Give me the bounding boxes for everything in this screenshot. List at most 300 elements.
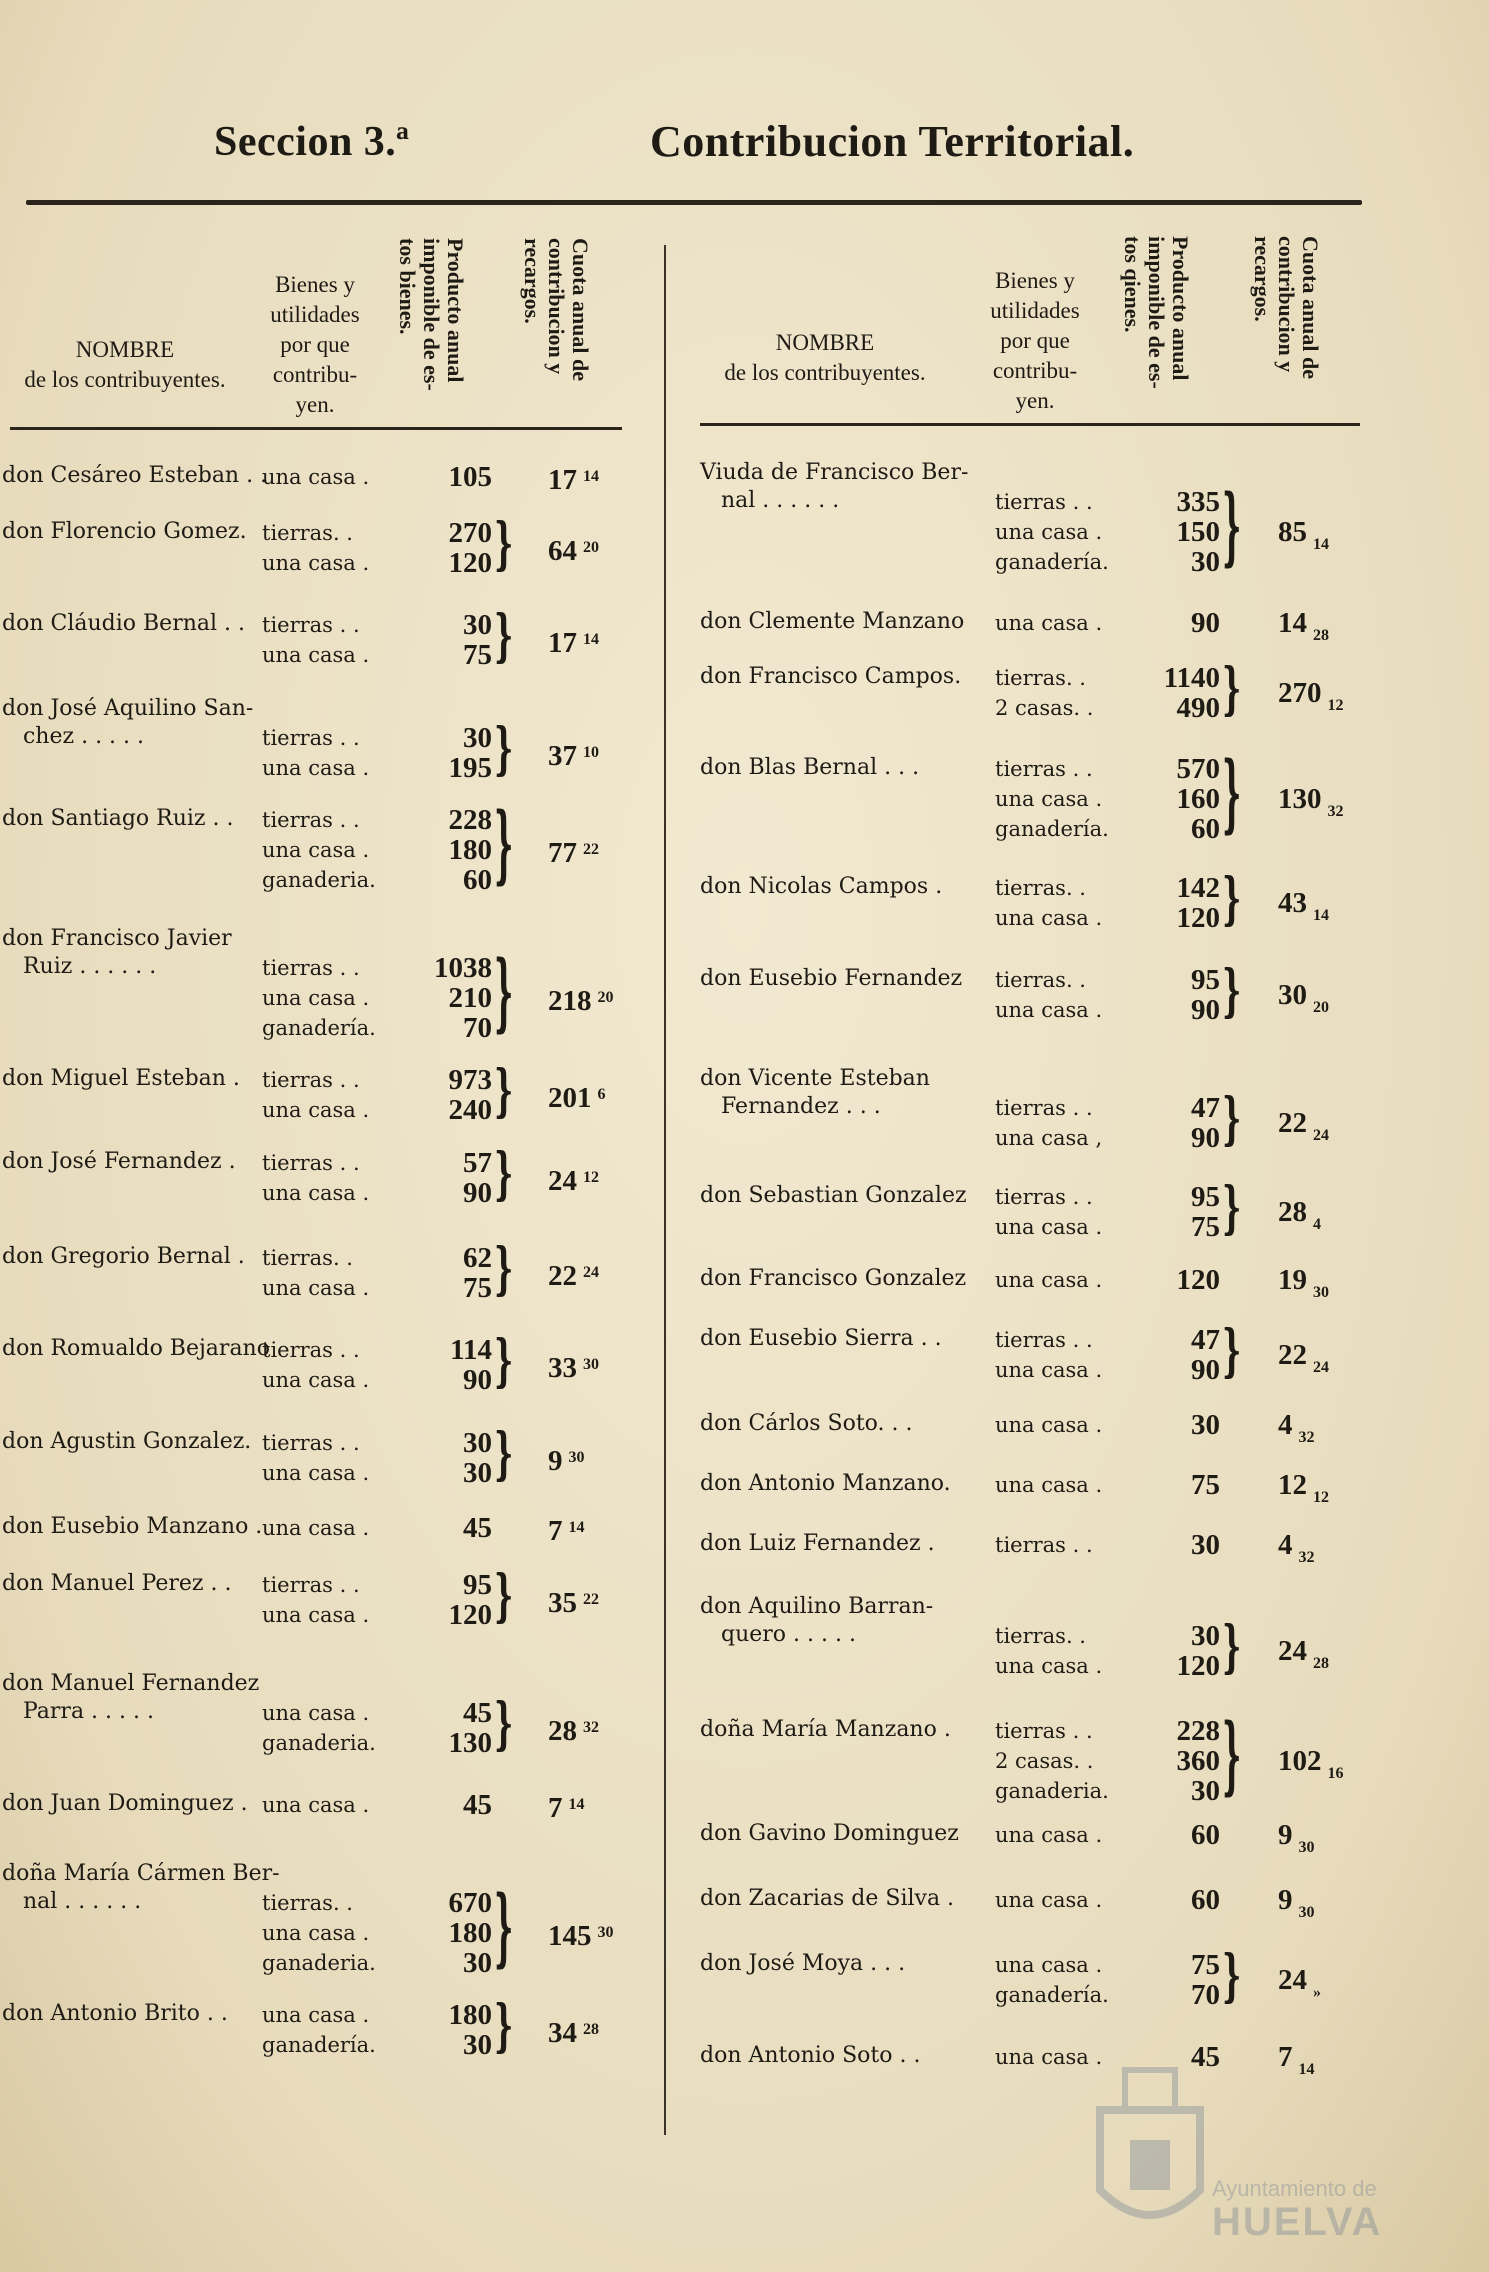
cuota-reales: 4 xyxy=(1278,1529,1293,1561)
cuota-value xyxy=(548,2015,599,2048)
producto-value: 120 xyxy=(1176,1264,1220,1296)
contributor-name: don Romualdo Bejarano xyxy=(2,1336,270,1361)
bienes-item: una casa . xyxy=(262,1921,370,1945)
bienes-list xyxy=(995,1950,1109,2010)
bienes-item: tierras . . xyxy=(262,1431,360,1455)
bienes-item: ganadería. xyxy=(995,817,1109,841)
producto-value: 570 xyxy=(1176,753,1220,785)
producto-value: 30 xyxy=(463,609,492,641)
producto-value: 360 xyxy=(1176,1745,1220,1777)
cuota-reales: 85 xyxy=(1278,516,1307,548)
cuota-cents: 30 xyxy=(597,1924,614,1941)
cuota-value xyxy=(548,1513,585,1546)
brace-icon: } xyxy=(494,717,514,783)
header-nombre-line1: NOMBRE xyxy=(775,330,875,355)
cuota-value xyxy=(1278,784,1344,827)
producto-values xyxy=(1130,1265,1220,1295)
contributor-name: don Miguel Esteban . xyxy=(2,1066,240,1091)
cuota-cents: 30 xyxy=(1313,1284,1329,1301)
bienes-item: tierras . . xyxy=(262,726,360,750)
bienes-item: una casa . xyxy=(995,998,1103,1022)
cuota-reales: 28 xyxy=(548,1715,577,1747)
cuota-value xyxy=(1278,1470,1329,1513)
producto-values xyxy=(400,1428,492,1488)
contributor-name: don Juan Dominguez . xyxy=(2,1791,248,1816)
producto-value: 228 xyxy=(448,804,492,836)
cuota-reales: 17 xyxy=(548,627,577,659)
cuota-value xyxy=(548,533,599,566)
producto-value: 142 xyxy=(1176,872,1220,904)
producto-values xyxy=(1130,1410,1220,1440)
bienes-list xyxy=(995,487,1109,577)
cuota-reales: 102 xyxy=(1278,1745,1322,1777)
bienes-list xyxy=(262,2000,376,2060)
bienes-item: tierras . . xyxy=(995,1719,1093,1743)
bienes-item: ganaderia. xyxy=(995,1779,1109,1803)
producto-value: 47 xyxy=(1191,1092,1220,1124)
producto-value: 30 xyxy=(463,1457,492,1489)
bienes-item: una casa . xyxy=(995,787,1103,811)
producto-values xyxy=(1130,1325,1220,1385)
producto-values xyxy=(400,1243,492,1303)
producto-value: 30 xyxy=(1191,1775,1220,1807)
producto-values xyxy=(1130,965,1220,1025)
cuota-value xyxy=(548,738,599,771)
bienes-item: tierras . . xyxy=(995,1533,1093,1557)
producto-values xyxy=(1130,1885,1220,1915)
producto-value: 75 xyxy=(1191,1469,1220,1501)
cuota-cents: 10 xyxy=(583,744,599,761)
cuota-value xyxy=(1278,888,1329,931)
producto-values xyxy=(1130,663,1220,723)
brace-icon: } xyxy=(494,1237,514,1303)
bienes-list xyxy=(995,663,1093,723)
contributor-name: don Luiz Fernandez . xyxy=(700,1531,935,1556)
bienes-list xyxy=(995,1885,1102,1915)
producto-values xyxy=(1130,1716,1220,1806)
producto-value: 1038 xyxy=(434,952,492,984)
bienes-list xyxy=(262,805,376,895)
cuota-reales: 9 xyxy=(1278,1819,1293,1851)
producto-values xyxy=(400,1790,492,1820)
producto-value: 150 xyxy=(1176,516,1220,548)
producto-values xyxy=(1130,608,1220,638)
cuota-reales: 43 xyxy=(1278,887,1307,919)
bienes-item: tierras . . xyxy=(262,1573,360,1597)
bienes-item: ganaderia. xyxy=(262,1731,376,1755)
bienes-item: tierras . . xyxy=(262,808,360,832)
bienes-item: una casa . xyxy=(262,1181,370,1205)
producto-value: 95 xyxy=(463,1569,492,1601)
producto-value: 47 xyxy=(1191,1324,1220,1356)
cuota-reales: 145 xyxy=(548,1920,592,1952)
producto-value: 90 xyxy=(1191,994,1220,1026)
header-bienes xyxy=(250,270,380,420)
cuota-value xyxy=(1278,1530,1315,1573)
producto-value: 120 xyxy=(1176,1650,1220,1682)
bienes-item: una casa . xyxy=(262,1603,370,1627)
cuota-value xyxy=(1278,1410,1315,1453)
cuota-cents: 12 xyxy=(1327,697,1344,714)
producto-value: 335 xyxy=(1176,486,1220,518)
bienes-list xyxy=(262,953,376,1043)
producto-value: 30 xyxy=(463,1947,492,1979)
bienes-item: tierras. . xyxy=(995,666,1086,690)
bienes-item: una casa . xyxy=(995,2045,1103,2069)
cuota-cents: 28 xyxy=(1313,627,1329,644)
brace-icon: } xyxy=(494,1059,514,1125)
producto-values xyxy=(1130,1621,1220,1681)
header-nombre-line2: de los contribuyentes. xyxy=(24,367,226,392)
bienes-list xyxy=(995,608,1102,638)
producto-value: 160 xyxy=(1176,783,1220,815)
cuota-value xyxy=(548,625,599,658)
bienes-list xyxy=(995,965,1102,1025)
producto-value: 30 xyxy=(1191,1409,1220,1441)
cuota-value xyxy=(548,1790,585,1823)
bienes-list xyxy=(995,873,1102,933)
contributor-name: don Eusebio Manzano . xyxy=(2,1514,263,1539)
cuota-reales: 64 xyxy=(548,535,577,567)
producto-values xyxy=(400,462,492,492)
contributor-name: don Zacarias de Silva . xyxy=(700,1886,955,1911)
bienes-item: una casa . xyxy=(995,906,1103,930)
cuota-reales: 34 xyxy=(548,2017,577,2049)
bienes-item: ganaderia. xyxy=(262,1951,376,1975)
brace-icon: } xyxy=(1222,1087,1242,1153)
bienes-item: tierras . . xyxy=(995,1328,1093,1352)
brace-icon: } xyxy=(1222,1615,1242,1681)
cuota-cents: 32 xyxy=(1298,1429,1315,1446)
bienes-list xyxy=(262,1888,376,1978)
contributor-name: don Cárlos Soto. . . xyxy=(700,1411,913,1436)
contributor-name: doña María Manzano . xyxy=(700,1717,951,1742)
producto-value: 180 xyxy=(448,834,492,866)
cuota-reales: 24 xyxy=(548,1165,577,1197)
bienes-item: tierras . . xyxy=(262,1338,360,1362)
cuota-value xyxy=(548,1585,599,1618)
contributor-name: don Eusebio Fernandez xyxy=(700,966,963,991)
producto-values xyxy=(1130,1093,1220,1153)
left-table xyxy=(0,230,640,2130)
contributor-name: doña María Cármen Ber- nal . . . . . . xyxy=(2,1861,280,1914)
bienes-item: una casa . xyxy=(995,611,1103,635)
bienes-list xyxy=(262,1698,376,1758)
bienes-list xyxy=(995,1820,1102,1850)
bienes-item: ganadería. xyxy=(995,550,1109,574)
contributor-name: don Vicente Esteban Fernandez . . . xyxy=(700,1066,930,1119)
cuota-cents: 20 xyxy=(597,989,614,1006)
producto-value: 120 xyxy=(448,1599,492,1631)
bienes-list xyxy=(995,1530,1093,1560)
cuota-cents: 32 xyxy=(1298,1549,1315,1566)
cuota-reales: 9 xyxy=(1278,1884,1293,1916)
left-table-header xyxy=(0,230,640,430)
producto-value: 75 xyxy=(1191,1949,1220,1981)
bienes-list xyxy=(262,723,369,783)
cuota-value xyxy=(1278,608,1329,651)
producto-value: 75 xyxy=(1191,1211,1220,1243)
cuota-cents: 6 xyxy=(597,1086,606,1103)
bienes-list xyxy=(995,1716,1109,1806)
producto-value: 75 xyxy=(463,639,492,671)
producto-value: 973 xyxy=(448,1064,492,1096)
header-producto: Producto anual imponible de es- tos qienes. xyxy=(1120,236,1193,389)
producto-value: 45 xyxy=(463,1789,492,1821)
producto-value: 670 xyxy=(448,1887,492,1919)
brace-icon: } xyxy=(494,1692,514,1758)
bienes-item: tierras . . xyxy=(995,1096,1093,1120)
cuota-cents: 24 xyxy=(1313,1359,1329,1376)
producto-value: 75 xyxy=(463,1272,492,1304)
cuota-cents: 20 xyxy=(583,539,599,556)
page-title: Contribucion Territorial. xyxy=(650,117,1135,166)
bienes-item: una casa . xyxy=(995,1473,1103,1497)
cuota-value xyxy=(1278,1885,1315,1928)
header-bienes-line: por que xyxy=(1000,328,1070,353)
producto-value: 90 xyxy=(1191,607,1220,639)
contributor-name: don Nicolas Campos . xyxy=(700,874,943,899)
cuota-cents: 30 xyxy=(1298,1839,1315,1856)
cuota-cents: 30 xyxy=(568,1449,585,1466)
contributor-name: don José Aquilino San- chez . . . . . xyxy=(2,696,254,749)
bienes-list xyxy=(262,1243,369,1303)
bienes-list xyxy=(995,1265,1102,1295)
cuota-reales: 270 xyxy=(1278,677,1322,709)
brace-icon: } xyxy=(494,1142,514,1208)
bienes-list xyxy=(995,1325,1102,1385)
bienes-item: una casa . xyxy=(262,1276,370,1300)
bienes-list xyxy=(995,1410,1102,1440)
cuota-reales: 7 xyxy=(548,1792,563,1824)
cuota-value xyxy=(1278,1197,1321,1240)
producto-value: 60 xyxy=(1191,1884,1220,1916)
producto-values xyxy=(400,1698,492,1758)
bienes-item: una casa . xyxy=(262,1701,370,1725)
stamp-line2: HUELVA xyxy=(1212,2200,1383,2244)
brace-icon: } xyxy=(1222,1176,1242,1242)
bienes-item: una casa . xyxy=(995,1953,1103,1977)
contributor-name: don Florencio Gomez. xyxy=(2,519,247,544)
header-rule xyxy=(700,423,1360,426)
cuota-reales: 4 xyxy=(1278,1409,1293,1441)
producto-value: 1140 xyxy=(1163,662,1220,694)
producto-values xyxy=(400,953,492,1043)
bienes-item: una casa . xyxy=(262,465,370,489)
contributor-name: don Eusebio Sierra . . xyxy=(700,1326,942,1351)
cuota-cents: 14 xyxy=(1313,907,1329,924)
bienes-item: una casa . xyxy=(262,551,370,575)
archive-stamp xyxy=(1080,2050,1400,2250)
producto-values xyxy=(400,518,492,578)
cuota-reales: 24 xyxy=(1278,1964,1307,1996)
cuota-value xyxy=(548,462,599,495)
header-cuota: Cuota anual de contribucion y recargos. xyxy=(520,238,593,382)
cuota-reales: 22 xyxy=(548,1260,577,1292)
bienes-item: ganadería. xyxy=(262,2033,376,2057)
crest-icon xyxy=(1080,2050,1220,2250)
producto-value: 30 xyxy=(463,1427,492,1459)
bienes-item: 2 casas. . xyxy=(995,1749,1094,1773)
brace-icon: } xyxy=(494,1994,514,2060)
cuota-cents: 12 xyxy=(583,1169,599,1186)
producto-values xyxy=(1130,873,1220,933)
cuota-value xyxy=(548,1350,599,1383)
cuota-value xyxy=(1278,678,1344,721)
producto-value: 90 xyxy=(463,1177,492,1209)
cuota-value xyxy=(548,983,614,1016)
bienes-list xyxy=(262,1148,369,1208)
producto-value: 30 xyxy=(463,722,492,754)
cuota-value xyxy=(1278,1746,1344,1789)
header-nombre xyxy=(690,328,960,388)
producto-value: 30 xyxy=(1191,1529,1220,1561)
bienes-item: una casa . xyxy=(995,1358,1103,1382)
contributor-name: don Francisco Campos. xyxy=(700,664,962,689)
right-table-header xyxy=(690,230,1370,430)
bienes-list xyxy=(262,1428,369,1488)
bienes-item: una casa . xyxy=(262,2003,370,2027)
cuota-reales: 33 xyxy=(548,1352,577,1384)
header-bienes-line: por que xyxy=(280,332,350,357)
header-nombre xyxy=(0,335,250,395)
producto-values xyxy=(400,805,492,895)
producto-value: 120 xyxy=(448,547,492,579)
producto-value: 130 xyxy=(448,1727,492,1759)
bienes-item: tierras . . xyxy=(995,490,1093,514)
brace-icon: } xyxy=(1222,745,1242,844)
brace-icon: } xyxy=(494,1879,514,1978)
bienes-item: una casa . xyxy=(995,1823,1103,1847)
cuota-reales: 7 xyxy=(548,1515,563,1547)
cuota-value xyxy=(1278,517,1329,560)
header-bienes-line: yen. xyxy=(1015,388,1055,413)
producto-value: 105 xyxy=(448,461,492,493)
cuota-reales: 28 xyxy=(1278,1196,1307,1228)
bienes-item: ganadería. xyxy=(995,1983,1109,2007)
brace-icon: } xyxy=(1222,1944,1242,2010)
cuota-value xyxy=(548,1443,585,1476)
header-nombre-line1: NOMBRE xyxy=(75,337,175,362)
section-title: Seccion 3.ª xyxy=(214,119,410,165)
brace-icon: } xyxy=(494,604,514,670)
cuota-cents: 28 xyxy=(1313,1655,1329,1672)
bienes-list xyxy=(262,1513,369,1543)
producto-value: 45 xyxy=(463,1512,492,1544)
cuota-cents: 24 xyxy=(583,1264,599,1281)
producto-value: 60 xyxy=(463,864,492,896)
bienes-item: una casa . xyxy=(262,986,370,1010)
stamp-line1: Ayuntamiento de xyxy=(1212,2176,1377,2201)
header-bienes-line: contribu- xyxy=(272,362,358,387)
producto-value: 30 xyxy=(463,2029,492,2061)
bienes-list xyxy=(995,1182,1102,1242)
brace-icon: } xyxy=(494,944,514,1043)
bienes-item: una casa . xyxy=(995,1413,1103,1437)
cuota-reales: 14 xyxy=(1278,607,1307,639)
bienes-item: ganadería. xyxy=(262,1016,376,1040)
brace-icon: } xyxy=(1222,867,1242,933)
contributor-name: don Agustin Gonzalez. xyxy=(2,1429,252,1454)
brace-icon: } xyxy=(1222,478,1242,577)
bienes-item: una casa . xyxy=(995,1215,1103,1239)
producto-values xyxy=(400,1065,492,1125)
contributor-name: don Antonio Manzano. xyxy=(700,1471,951,1496)
bienes-list xyxy=(995,1621,1102,1681)
cuota-reales: 17 xyxy=(548,464,577,496)
header-bienes-line: Bienes y xyxy=(995,268,1075,293)
producto-value: 95 xyxy=(1191,964,1220,996)
cuota-value xyxy=(548,1713,599,1746)
bienes-item: una casa . xyxy=(262,1461,370,1485)
cuota-reales: 218 xyxy=(548,985,592,1017)
contributor-name: don Cláudio Bernal . . xyxy=(2,611,245,636)
bienes-item: una casa . xyxy=(262,756,370,780)
cuota-cents: 12 xyxy=(1313,1489,1329,1506)
cuota-cents: 32 xyxy=(1327,803,1344,820)
brace-icon: } xyxy=(494,796,514,895)
cuota-value xyxy=(1278,1108,1329,1151)
contributor-name: don José Moya . . . xyxy=(700,1951,906,1976)
contributor-name: don Manuel Fernandez Parra . . . . . xyxy=(2,1671,260,1724)
cuota-value xyxy=(1278,1965,1321,2008)
producto-values xyxy=(400,2000,492,2060)
header-rule xyxy=(10,427,622,430)
header-nombre-line2: de los contribuyentes. xyxy=(724,360,926,385)
brace-icon: } xyxy=(1222,1707,1242,1806)
producto-value: 60 xyxy=(1191,813,1220,845)
header-cuota: Cuota anual de contribucion y recargos. xyxy=(1250,236,1323,380)
brace-icon: } xyxy=(494,1422,514,1488)
cuota-cents: 14 xyxy=(583,631,599,648)
contributor-name: don Blas Bernal . . . xyxy=(700,755,920,780)
cuota-cents: 30 xyxy=(1298,1904,1315,1921)
cuota-cents: 14 xyxy=(583,468,599,485)
cuota-value xyxy=(548,1918,614,1951)
bienes-item: tierras . . xyxy=(262,1068,360,1092)
cuota-cents: 22 xyxy=(583,841,599,858)
producto-value: 120 xyxy=(1176,902,1220,934)
bienes-list xyxy=(995,1470,1102,1500)
cuota-cents: » xyxy=(1313,1984,1321,2001)
cuota-value xyxy=(1278,1265,1329,1308)
header-bienes xyxy=(970,266,1100,416)
bienes-item: tierras . . xyxy=(995,757,1093,781)
cuota-value xyxy=(1278,1636,1329,1679)
cuota-cents: 32 xyxy=(583,1719,599,1736)
producto-value: 45 xyxy=(1191,2041,1220,2073)
producto-values xyxy=(400,1888,492,1978)
bienes-item: tierras . . xyxy=(262,956,360,980)
bienes-list xyxy=(262,1790,369,1820)
bienes-item: una casa . xyxy=(262,643,370,667)
cuota-reales: 30 xyxy=(1278,979,1307,1011)
bienes-list xyxy=(262,1570,369,1630)
producto-value: 70 xyxy=(463,1012,492,1044)
bienes-list xyxy=(995,754,1109,844)
producto-value: 270 xyxy=(448,517,492,549)
brace-icon: } xyxy=(1222,657,1242,723)
header-producto: Producto anual imponible de es- tos bienes. xyxy=(395,238,468,391)
brace-icon: } xyxy=(1222,1319,1242,1385)
cuota-reales: 22 xyxy=(1278,1107,1307,1139)
producto-value: 210 xyxy=(448,982,492,1014)
producto-value: 30 xyxy=(1191,1620,1220,1652)
cuota-cents: 20 xyxy=(1313,999,1329,1016)
brace-icon: } xyxy=(494,1329,514,1395)
bienes-item: 2 casas. . xyxy=(995,696,1094,720)
contributor-name: don Sebastian Gonzalez xyxy=(700,1183,967,1208)
